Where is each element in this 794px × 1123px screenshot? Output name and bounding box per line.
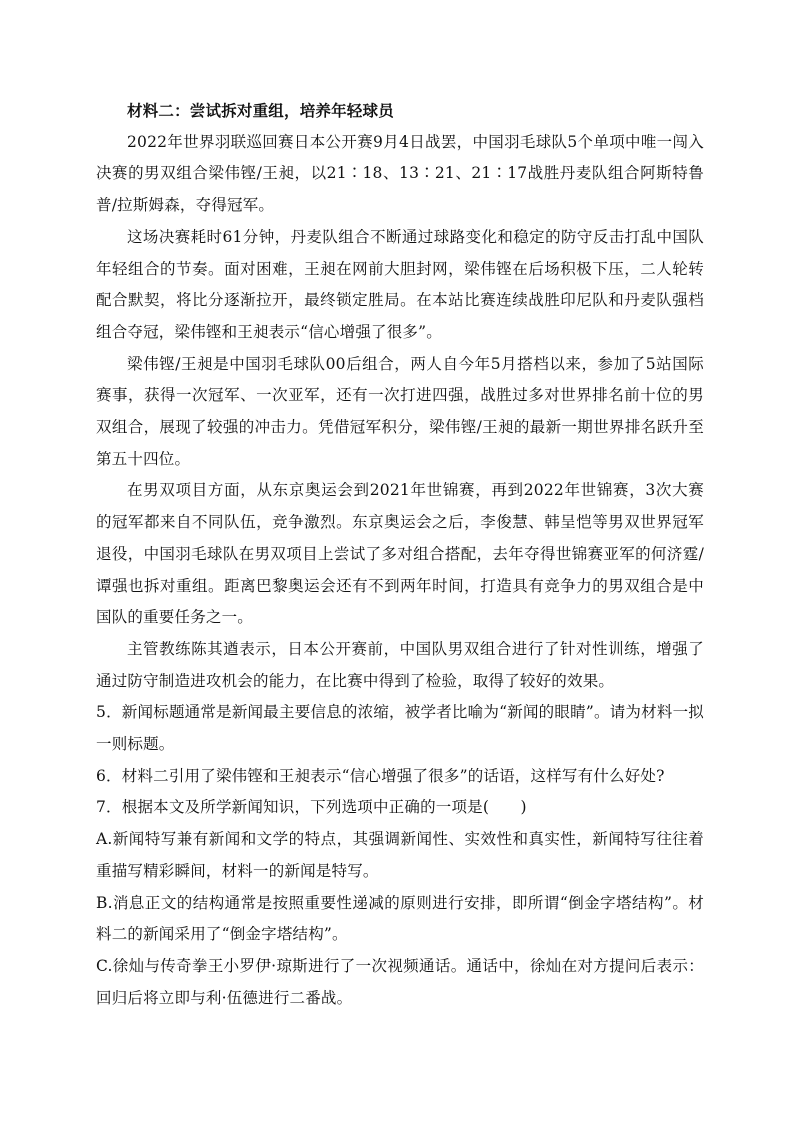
option-b: B.消息正文的结构通常是按照重要性递减的原则进行安排，即所谓“倒金字塔结构”。材料二的新闻采用了“倒金字塔结构”。: [96, 893, 704, 944]
material-two-paragraph-4: 在男双项目方面，从东京奥运会到2021年世锦赛，再到2022年世锦赛，3次大赛的冠军都来自不同队伍，竞争激烈。东京奥运会之后，李俊慧、韩呈恺等男双世界冠军退役，中国羽毛球队在男双项目上尝试了多对组合搭配，去年夺得世锦赛亚军的何济霆/谭强也拆对重组。距离巴黎奥运会还有不到两年时间，打造具有竞争力的男双组合是中国队的重要任务之一。: [96, 481, 704, 627]
material-two-paragraph-2: 这场决赛耗时61分钟，丹麦队组合不断通过球路变化和稳定的防守反击打乱中国队年轻组合的节奏。面对困难，王昶在网前大胆封网，梁伟铿在后场积极下压，二人轮转配合默契，将比分逐渐拉开，最终锁定胜局。在本站比赛连续战胜印尼队和丹麦队强档组合夺冠，梁伟铿和王昶表示“信心增强了很多”。: [96, 227, 704, 341]
option-a: A.新闻特写兼有新闻和文学的特点，其强调新闻性、实效性和真实性，新闻特写往往着重描写精彩瞬间，材料一的新闻是特写。: [96, 830, 704, 880]
material-two-paragraph-3: 梁伟铿/王昶是中国羽毛球队00后组合，两人自今年5月搭档以来，参加了5站国际赛事，获得一次冠军、一次亚军，还有一次打进四强，战胜过多对世界排名前十位的男双组合，展现了较强的冲击力。凭借冠军积分，梁伟铿/王昶的最新一期世界排名跃升至第五十四位。: [96, 354, 704, 468]
question-5: 5．新闻标题通常是新闻最主要信息的浓缩，被学者比喻为“新闻的眼睛”。请为材料一拟一则标题。: [96, 703, 704, 754]
question-7: 7．根据本文及所学新闻知识，下列选项中正确的一项是( ): [96, 798, 527, 817]
material-two-heading: 材料二：尝试拆对重组，培养年轻球员: [127, 101, 394, 120]
question-6: 6．材料二引用了梁伟铿和王昶表示“信心增强了很多”的话语，这样写有什么好处?: [96, 766, 665, 785]
option-c: C.徐灿与传奇拳王小罗伊·琼斯进行了一次视频通话。通话中，徐灿在对方提问后表示：回归后将立即与利·伍德进行二番战。: [96, 956, 704, 1007]
material-two-paragraph-5: 主管教练陈其遒表示，日本公开赛前，中国队男双组合进行了针对性训练，增强了通过防守制造进攻机会的能力，在比赛中得到了检验，取得了较好的效果。: [96, 639, 704, 690]
document-body: [96, 95, 704, 1014]
material-two-paragraph-1: 2022年世界羽联巡回赛日本公开赛9月4日战罢，中国羽毛球队5个单项中唯一闯入决赛的男双组合梁伟铿/王昶，以21∶18、13∶21、21∶17战胜丹麦队组合阿斯特鲁普/拉斯姆森，夺得冠军。: [96, 132, 704, 215]
